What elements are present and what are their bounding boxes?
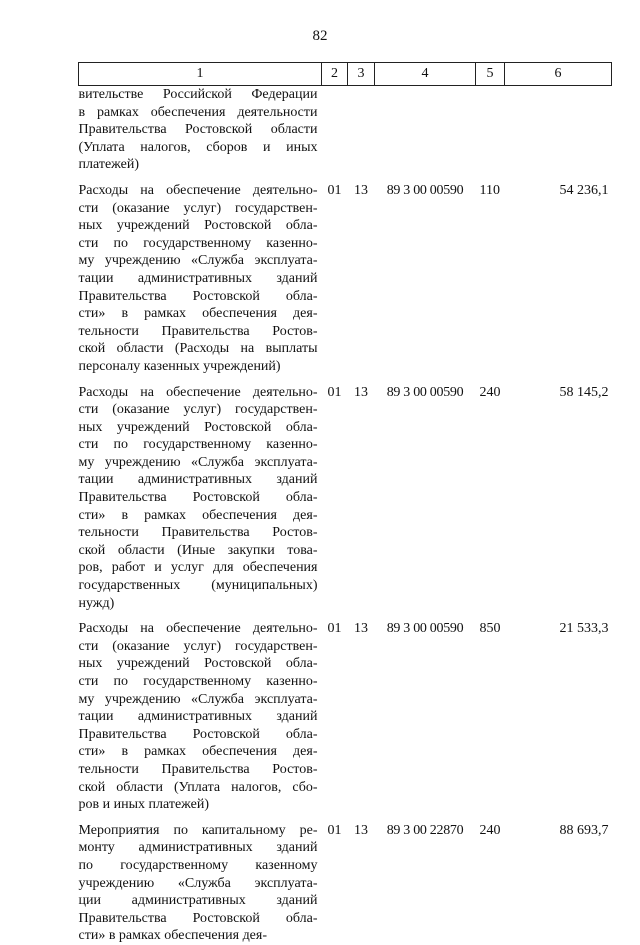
target-article-code: 89 3 00 22870 [386, 822, 464, 838]
amount: 54 236,1 [559, 182, 609, 198]
table-row [79, 86, 612, 174]
row-description [79, 86, 322, 174]
header-col-1: 1 [79, 63, 322, 86]
subsection-code: 13 [354, 822, 368, 838]
description-line: Правительства Ростовской области [78, 122, 318, 138]
budget-table [78, 62, 612, 945]
description-line: нужд) [78, 595, 115, 611]
description-line: ных учреждений Ростовской обла- [78, 218, 318, 234]
section-code: 01 [327, 182, 342, 198]
description-line: сти» в рамках обеспечения дея- [78, 744, 318, 760]
description-line: по государственному казенному [78, 857, 318, 873]
description-line: тации административных зданий [78, 270, 318, 286]
row-spacer [79, 814, 612, 822]
section-code: 01 [327, 384, 342, 400]
expense-type-code: 240 [479, 822, 501, 838]
description-line: ской области (Уплата налогов, сбо- [78, 779, 318, 795]
row-spacer-cell [79, 612, 612, 620]
description-line: Расходы на обеспечение деятельно- [78, 384, 318, 400]
description-line: сти (оказание услуг) государствен- [78, 402, 318, 418]
row-spacer [79, 174, 612, 182]
description-line: тельности Правительства Ростов- [78, 525, 318, 541]
description-line: тации административных зданий [78, 709, 318, 725]
description-line: сти по государственному казенно- [78, 235, 318, 251]
description-line: ской области (Иные закупки това- [78, 542, 318, 558]
table-row [79, 384, 612, 613]
row-spacer [79, 376, 612, 384]
amount: 21 533,3 [559, 621, 609, 637]
amount [505, 86, 612, 174]
description-line: сти по государственному казенно- [78, 437, 318, 453]
table-body [79, 86, 612, 945]
description-line: сти» в рамках обеспечения дея- [78, 507, 318, 523]
row-description [79, 822, 322, 945]
description-line: (Уплата налогов, сборов и иных [78, 139, 318, 155]
section-code: 01 [327, 621, 342, 637]
description-line: му учреждению «Служба эксплуата- [78, 253, 318, 269]
description-line: сти (оказание услуг) государствен- [78, 638, 318, 654]
row-spacer [79, 612, 612, 620]
description-line: ных учреждений Ростовской обла- [78, 419, 318, 435]
row-description [79, 182, 322, 376]
header-col-4: 4 [375, 63, 476, 86]
row-spacer-cell [79, 174, 612, 182]
subsection-code: 13 [354, 621, 368, 637]
description-line: Мероприятия по капитальному ре- [78, 822, 318, 838]
amount: 88 693,7 [559, 822, 609, 838]
subsection-code [348, 86, 375, 174]
expense-type-code: 110 [479, 182, 500, 198]
table-row [79, 182, 612, 376]
description-line: му учреждению «Служба эксплуата- [78, 454, 318, 470]
target-article-code: 89 3 00 00590 [386, 621, 464, 637]
description-line: сти» в рамках обеспечения дея- [78, 306, 318, 322]
description-line: Правительства Ростовской обла- [78, 490, 318, 506]
table-row [79, 822, 612, 945]
description-line: сти по государственному казенно- [78, 674, 318, 689]
section-code [322, 86, 348, 174]
expense-type-code: 850 [479, 621, 501, 637]
description-line: тельности Правительства Ростов- [78, 761, 318, 777]
description-line: Расходы на обеспечение деятельно- [78, 182, 318, 198]
description-line: тельности Правительства Ростов- [78, 323, 318, 339]
description-line: Расходы на обеспечение деятельно- [78, 621, 318, 637]
description-line: вительстве Российской Федерации [78, 87, 318, 102]
description-line: тации административных зданий [78, 472, 318, 488]
section-code: 01 [327, 822, 342, 838]
description-line: му учреждению «Служба эксплуата- [78, 691, 318, 707]
row-description [79, 620, 322, 814]
description-line: ров и иных платежей) [78, 797, 210, 813]
description-line: Правительства Ростовской обла- [78, 910, 318, 926]
target-article-code: 89 3 00 00590 [386, 384, 464, 400]
subsection-code: 13 [354, 182, 368, 198]
description-line: в рамках обеспечения деятельности [78, 104, 318, 120]
target-article-code: 89 3 00 00590 [386, 182, 464, 198]
description-line: ции административных зданий [78, 893, 318, 909]
row-spacer-cell [79, 814, 612, 822]
row-spacer-cell [79, 376, 612, 384]
description-line: Правительства Ростовской обла- [78, 288, 318, 304]
table-row [79, 620, 612, 814]
description-line: ской области (Расходы на выплаты [78, 341, 318, 357]
description-line: платежей) [78, 157, 140, 173]
description-line: сти (оказание услуг) государствен- [78, 200, 318, 216]
description-line: ров, работ и услуг для обеспечения [78, 560, 318, 576]
row-description [79, 384, 322, 613]
description-line: государственных (муниципальных) [78, 578, 318, 594]
description-line: монту административных зданий [78, 840, 318, 856]
header-col-6: 6 [505, 63, 612, 86]
header-col-3: 3 [348, 63, 375, 86]
header-col-5: 5 [476, 63, 505, 86]
subsection-code: 13 [354, 384, 368, 400]
header-col-2: 2 [322, 63, 348, 86]
description-line: ных учреждений Ростовской обла- [78, 656, 318, 672]
page-number: 82 [312, 28, 328, 44]
expense-type-code: 240 [479, 384, 501, 400]
description-line: Правительства Ростовской обла- [78, 726, 318, 742]
description-line: учреждению «Служба эксплуата- [78, 875, 318, 891]
header-row [79, 63, 612, 86]
description-line: сти» в рамках обеспечения дея- [78, 928, 268, 944]
target-article-code [375, 86, 476, 174]
description-line: персоналу казенных учреждений) [78, 358, 281, 374]
amount: 58 145,2 [559, 384, 609, 400]
expense-type-code [476, 86, 505, 174]
